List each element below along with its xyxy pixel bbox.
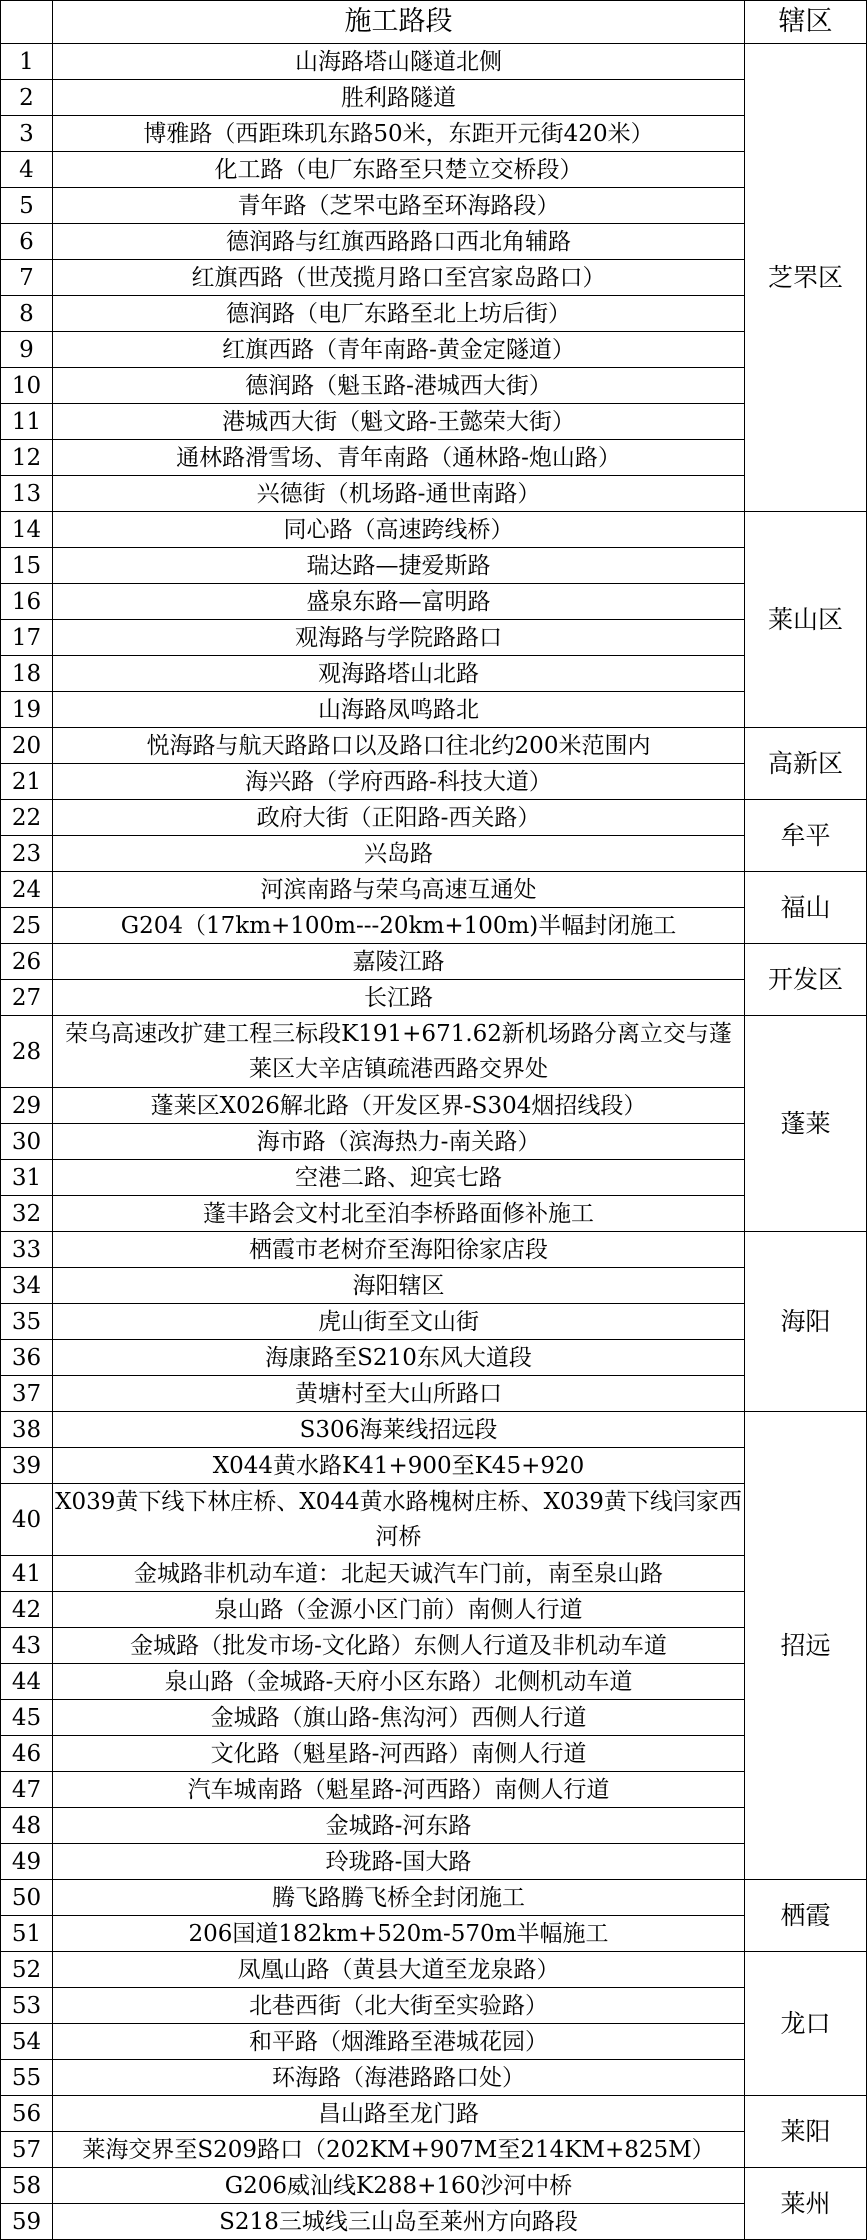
row-number: 50 [1,1880,53,1916]
road-section: 玲珑路-国大路 [53,1844,745,1880]
district-cell: 海阳 [745,1232,867,1412]
row-number: 32 [1,1196,53,1232]
road-section: 山海路塔山隧道北侧 [53,44,745,80]
row-number: 19 [1,692,53,728]
table-row [1,656,867,692]
road-section: 红旗西路（青年南路-黄金定隧道） [53,332,745,368]
row-number: 59 [1,2204,53,2240]
road-section: 兴德街（机场路-通世南路） [53,476,745,512]
table-row [1,1376,867,1412]
row-number: 37 [1,1376,53,1412]
row-number: 44 [1,1664,53,1700]
table-row [1,1988,867,2024]
road-section: 蓬莱区X026解北路（开发区界-S304烟招线段） [53,1088,745,1124]
road-section: 海兴路（学府西路-科技大道） [53,764,745,800]
road-section: 兴岛路 [53,836,745,872]
road-section: 海阳辖区 [53,1268,745,1304]
district-cell: 栖霞 [745,1880,867,1952]
row-number: 42 [1,1592,53,1628]
table-row [1,764,867,800]
table-row [1,1340,867,1376]
row-number: 30 [1,1124,53,1160]
row-number: 38 [1,1412,53,1448]
road-section: 蓬丰路会文村北至泊李桥路面修补施工 [53,1196,745,1232]
road-section: 荣乌高速改扩建工程三标段K191+671.62新机场路分离立交与蓬莱区大辛店镇疏港西路交界处 [53,1016,745,1088]
row-number: 43 [1,1628,53,1664]
district-cell: 蓬莱 [745,1016,867,1232]
road-section: 206国道182km+520m-570m半幅施工 [53,1916,745,1952]
header-number [1,1,53,44]
district-cell: 招远 [745,1412,867,1880]
road-section: G204（17km+100m---20km+100m)半幅封闭施工 [53,908,745,944]
table-row [1,584,867,620]
row-number: 8 [1,296,53,332]
road-section: 化工路（电厂东路至只楚立交桥段） [53,152,745,188]
road-section: 博雅路（西距珠玑东路50米，东距开元街420米） [53,116,745,152]
road-section: 政府大街（正阳路-西关路） [53,800,745,836]
table-row [1,512,867,548]
table-row [1,296,867,332]
row-number: 27 [1,980,53,1016]
table-row [1,1628,867,1664]
row-number: 18 [1,656,53,692]
road-section: 金城路-河东路 [53,1808,745,1844]
row-number: 48 [1,1808,53,1844]
table-row [1,44,867,80]
table-row [1,476,867,512]
table-row [1,1484,867,1556]
row-number: 31 [1,1160,53,1196]
table-row [1,1448,867,1484]
row-number: 36 [1,1340,53,1376]
road-section: 红旗西路（世茂揽月路口至宫家岛路口） [53,260,745,296]
row-number: 12 [1,440,53,476]
district-cell: 牟平 [745,800,867,872]
table-row [1,1772,867,1808]
table-row [1,1736,867,1772]
row-number: 57 [1,2132,53,2168]
road-section: 空港二路、迎宾七路 [53,1160,745,1196]
table-row [1,2204,867,2240]
row-number: 45 [1,1700,53,1736]
district-cell: 高新区 [745,728,867,800]
table-row [1,980,867,1016]
road-section: S306海莱线招远段 [53,1412,745,1448]
district-cell: 莱阳 [745,2096,867,2168]
road-section: 泉山路（金源小区门前）南侧人行道 [53,1592,745,1628]
road-section: 汽车城南路（魁星路-河西路）南侧人行道 [53,1772,745,1808]
table-row [1,872,867,908]
row-number: 6 [1,224,53,260]
row-number: 55 [1,2060,53,2096]
table-row [1,2060,867,2096]
road-section: 凤凰山路（黄县大道至龙泉路） [53,1952,745,1988]
table-row [1,1016,867,1088]
table-row [1,224,867,260]
table-row [1,692,867,728]
road-section: 金城路非机动车道：北起天诚汽车门前，南至泉山路 [53,1556,745,1592]
row-number: 34 [1,1268,53,1304]
table-row [1,2024,867,2060]
road-section: 昌山路至龙门路 [53,2096,745,2132]
road-section: 观海路与学院路路口 [53,620,745,656]
table-row [1,80,867,116]
table-row [1,368,867,404]
road-section: 海康路至S210东风大道段 [53,1340,745,1376]
row-number: 4 [1,152,53,188]
district-cell: 莱州 [745,2168,867,2240]
road-section: 通林路滑雪场、青年南路（通林路-炮山路） [53,440,745,476]
row-number: 25 [1,908,53,944]
table-row [1,2132,867,2168]
table-row [1,1808,867,1844]
row-number: 24 [1,872,53,908]
district-cell: 龙口 [745,1952,867,2096]
table-row [1,908,867,944]
table-row [1,728,867,764]
road-section: 腾飞路腾飞桥全封闭施工 [53,1880,745,1916]
road-section: 莱海交界至S209路口（202KM+907M至214KM+825M） [53,2132,745,2168]
table-row [1,620,867,656]
row-number: 16 [1,584,53,620]
road-section: 德润路与红旗西路路口西北角辅路 [53,224,745,260]
row-number: 28 [1,1016,53,1088]
table-row [1,440,867,476]
table-row [1,1232,867,1268]
row-number: 13 [1,476,53,512]
row-number: 2 [1,80,53,116]
road-section: 德润路（魁玉路-港城西大街） [53,368,745,404]
row-number: 52 [1,1952,53,1988]
row-number: 5 [1,188,53,224]
row-number: 17 [1,620,53,656]
road-section: 河滨南路与荣乌高速互通处 [53,872,745,908]
row-number: 7 [1,260,53,296]
table-row [1,1304,867,1340]
row-number: 35 [1,1304,53,1340]
row-number: 20 [1,728,53,764]
header-district: 辖区 [745,1,867,44]
table-row [1,1160,867,1196]
table-row [1,800,867,836]
road-section: 海市路（滨海热力-南关路） [53,1124,745,1160]
row-number: 53 [1,1988,53,2024]
road-section: 金城路（旗山路-焦沟河）西侧人行道 [53,1700,745,1736]
road-section: 瑞达路—捷爱斯路 [53,548,745,584]
row-number: 3 [1,116,53,152]
road-section: 观海路塔山北路 [53,656,745,692]
table-row [1,116,867,152]
road-section: 长江路 [53,980,745,1016]
table-row [1,1880,867,1916]
road-section: 同心路（高速跨线桥） [53,512,745,548]
row-number: 33 [1,1232,53,1268]
row-number: 23 [1,836,53,872]
district-cell: 芝罘区 [745,44,867,512]
table-row [1,1268,867,1304]
road-section: X044黄水路K41+900至K45+920 [53,1448,745,1484]
row-number: 14 [1,512,53,548]
row-number: 1 [1,44,53,80]
header-section: 施工路段 [53,1,745,44]
row-number: 11 [1,404,53,440]
road-section: G206威汕线K288+160沙河中桥 [53,2168,745,2204]
row-number: 54 [1,2024,53,2060]
table-row [1,944,867,980]
table-row [1,1916,867,1952]
road-section: 盛泉东路—富明路 [53,584,745,620]
row-number: 9 [1,332,53,368]
table-row [1,1556,867,1592]
table-row [1,1196,867,1232]
table-row [1,1124,867,1160]
road-section: 和平路（烟潍路至港城花园） [53,2024,745,2060]
district-cell: 莱山区 [745,512,867,728]
table-body [1,44,867,2240]
road-section: 栖霞市老树夼至海阳徐家店段 [53,1232,745,1268]
road-section: 青年路（芝罘屯路至环海路段） [53,188,745,224]
row-number: 10 [1,368,53,404]
row-number: 21 [1,764,53,800]
table-row [1,1664,867,1700]
row-number: 56 [1,2096,53,2132]
table-row [1,1412,867,1448]
row-number: 47 [1,1772,53,1808]
table-row [1,1700,867,1736]
header-row [1,1,867,44]
table-row [1,836,867,872]
row-number: 22 [1,800,53,836]
road-section: 德润路（电厂东路至北上坊后街） [53,296,745,332]
row-number: 29 [1,1088,53,1124]
row-number: 40 [1,1484,53,1556]
table-row [1,2168,867,2204]
road-section: 虎山街至文山街 [53,1304,745,1340]
row-number: 26 [1,944,53,980]
road-section: S218三城线三山岛至莱州方向路段 [53,2204,745,2240]
table-row [1,1088,867,1124]
table-row [1,548,867,584]
table-row [1,188,867,224]
row-number: 41 [1,1556,53,1592]
road-section: 嘉陵江路 [53,944,745,980]
row-number: 15 [1,548,53,584]
table-row [1,2096,867,2132]
road-section: 环海路（海港路路口处） [53,2060,745,2096]
road-section: 泉山路（金城路-天府小区东路）北侧机动车道 [53,1664,745,1700]
district-cell: 开发区 [745,944,867,1016]
row-number: 51 [1,1916,53,1952]
road-section: 胜利路隧道 [53,80,745,116]
table-row [1,404,867,440]
table-row [1,1844,867,1880]
road-section: 文化路（魁星路-河西路）南侧人行道 [53,1736,745,1772]
road-section: 北巷西街（北大街至实验路） [53,1988,745,2024]
table-row [1,1952,867,1988]
road-section: 港城西大街（魁文路-王懿荣大街） [53,404,745,440]
table-row [1,332,867,368]
road-section: X039黄下线下林庄桥、X044黄水路槐树庄桥、X039黄下线闫家西河桥 [53,1484,745,1556]
road-section: 黄塘村至大山所路口 [53,1376,745,1412]
table-row [1,1592,867,1628]
road-section: 山海路凤鸣路北 [53,692,745,728]
road-section: 悦海路与航天路路口以及路口往北约200米范围内 [53,728,745,764]
row-number: 49 [1,1844,53,1880]
row-number: 39 [1,1448,53,1484]
table-row [1,260,867,296]
table-row [1,152,867,188]
row-number: 46 [1,1736,53,1772]
district-cell: 福山 [745,872,867,944]
row-number: 58 [1,2168,53,2204]
road-section: 金城路（批发市场-文化路）东侧人行道及非机动车道 [53,1628,745,1664]
